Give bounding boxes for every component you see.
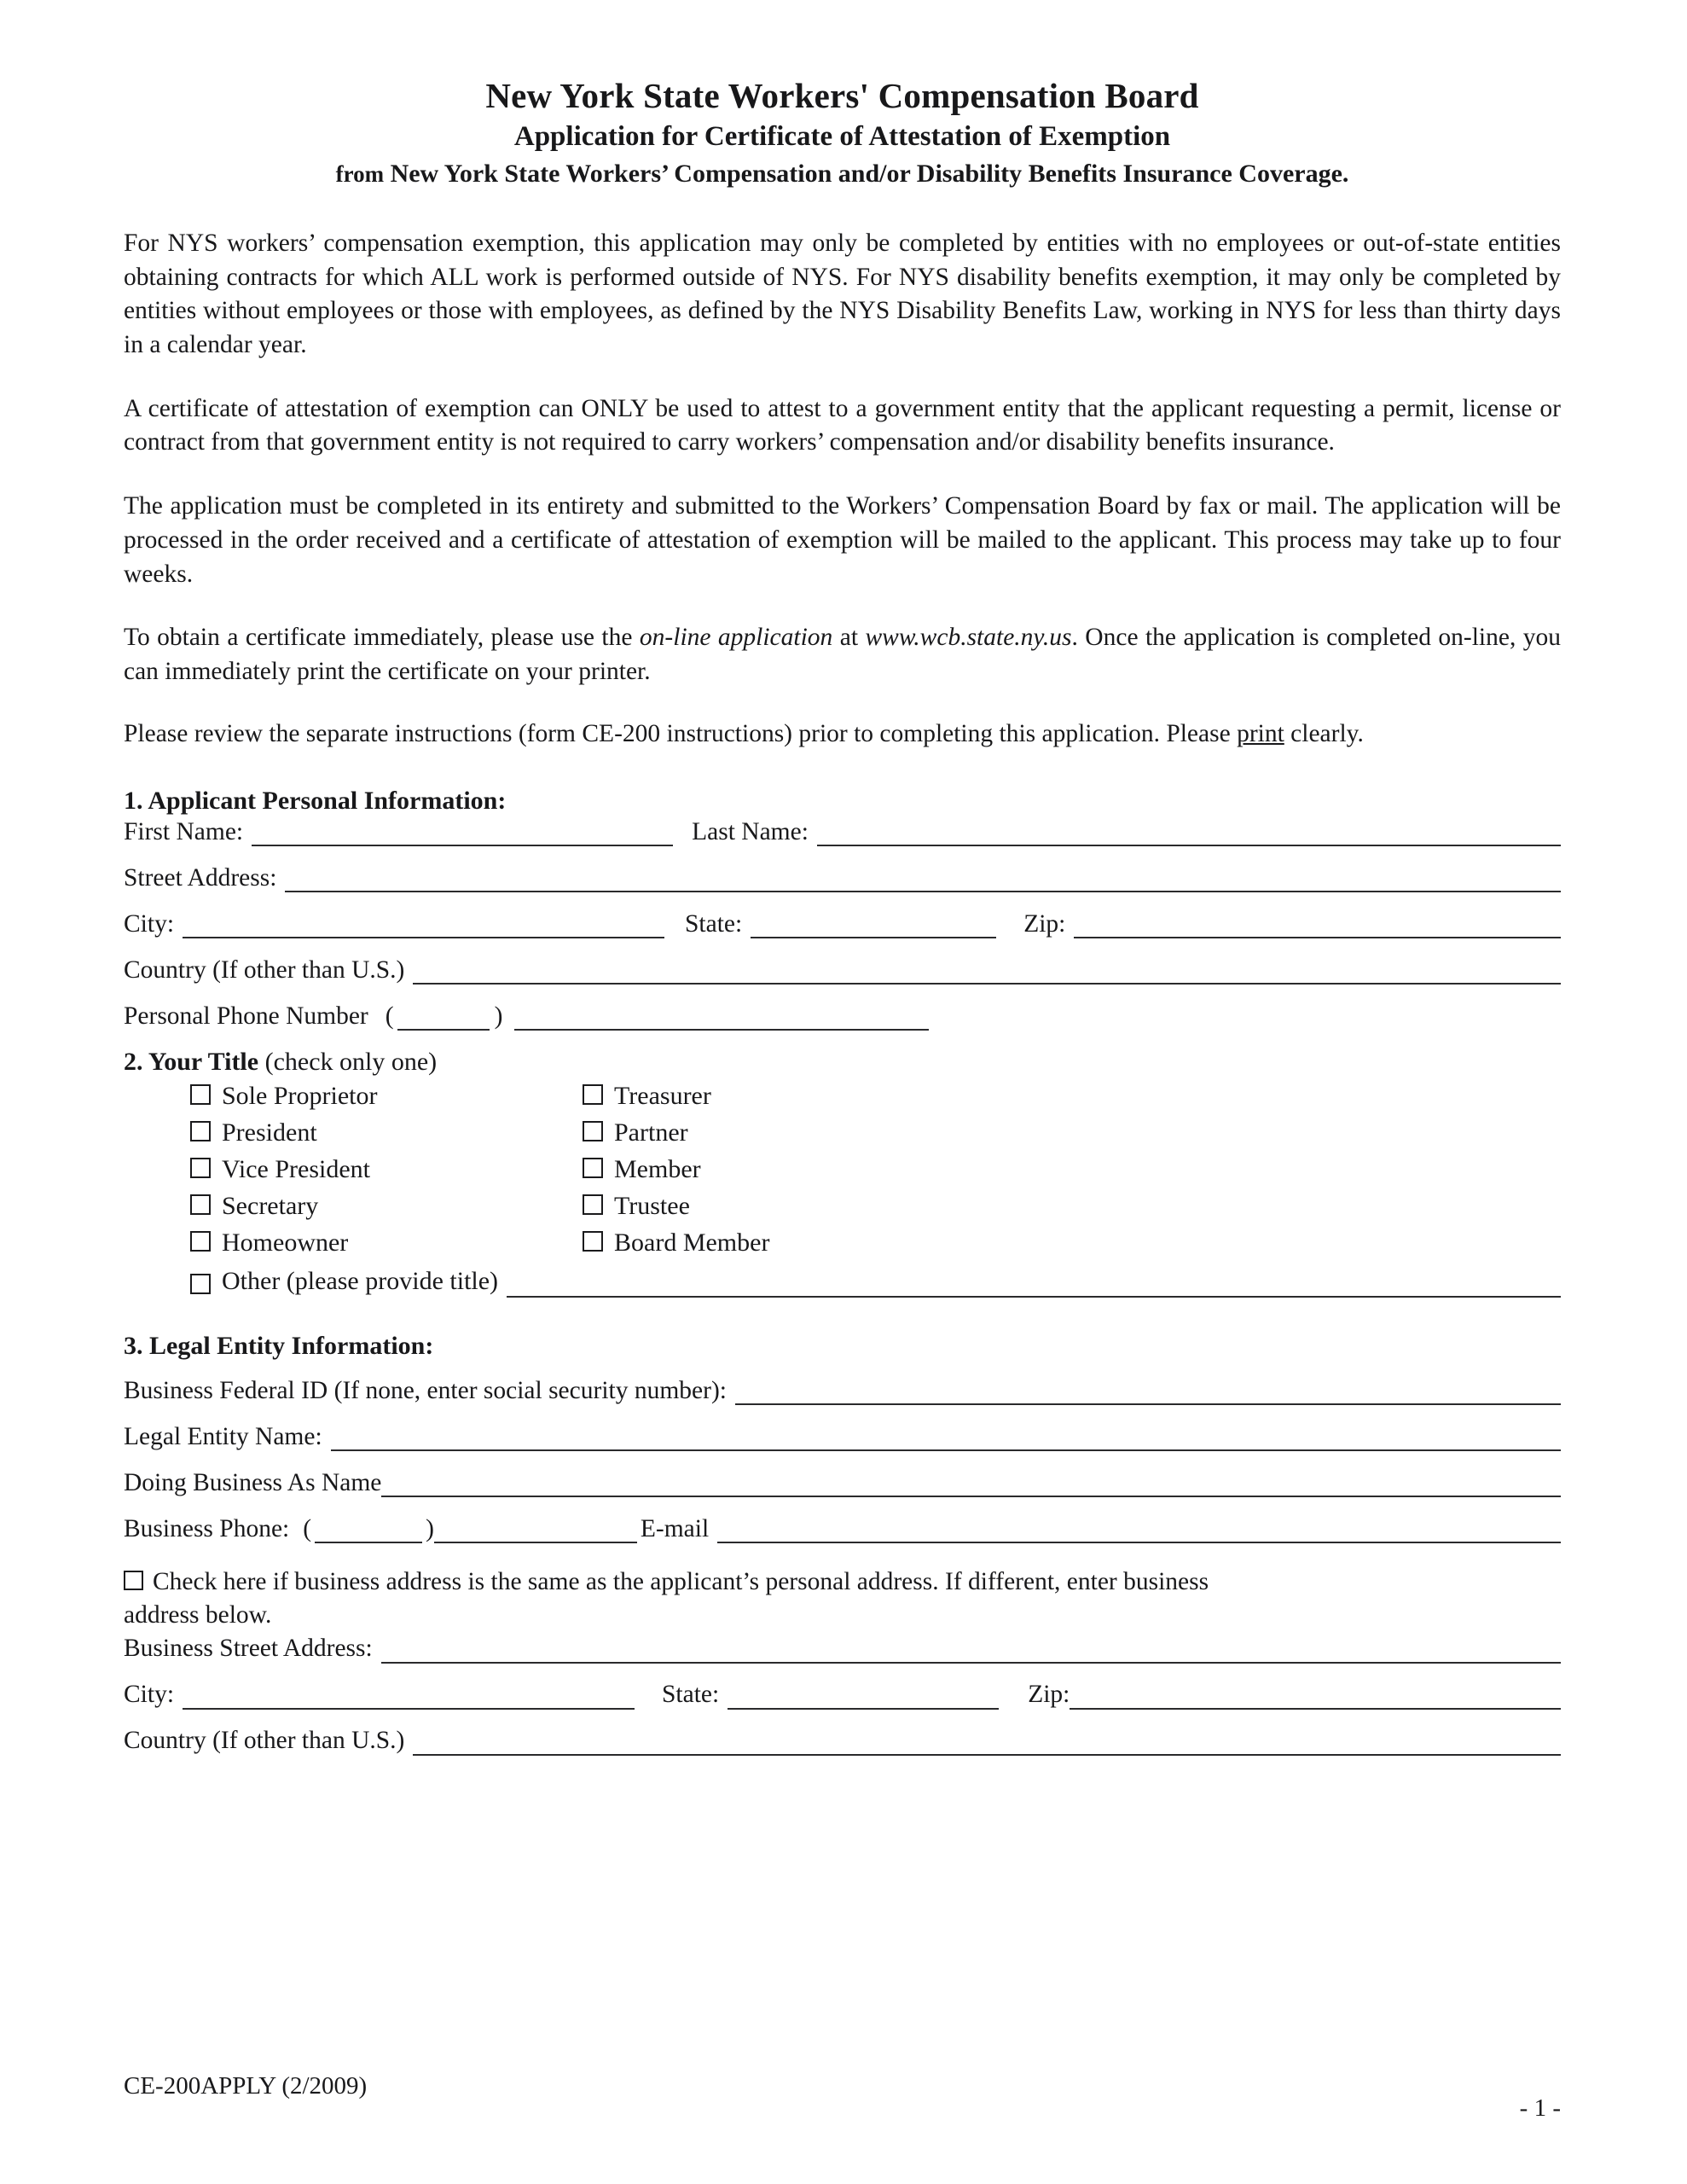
checkbox-label: Treasurer	[614, 1082, 711, 1111]
website-url: www.wcb.state.ny.us	[865, 624, 1072, 652]
business-city-input[interactable]	[183, 1682, 635, 1710]
page-number: - 1 -	[1519, 2094, 1561, 2122]
intro-paragraph-3: The application must be completed in its entirety and submitted to the Workers’ Compensation Board by fax or mail. The application will be processed in the order received and a certificate of attestation of exemption will be mailed to the applicant. This process may take up to four weeks.	[124, 492, 1561, 588]
name-row	[124, 819, 1561, 846]
checkbox-option-trustee[interactable]	[583, 1194, 1060, 1219]
section-2-heading	[124, 1048, 1561, 1077]
checkbox-icon[interactable]	[190, 1194, 211, 1215]
section-1-heading: 1. Applicant Personal Information:	[124, 787, 507, 816]
zip-label: Zip:	[1023, 909, 1066, 938]
business-phone-close-paren: )	[426, 1514, 434, 1542]
last-name-label: Last Name:	[692, 817, 809, 845]
title-checkbox-group	[124, 1083, 1561, 1298]
personal-phone-number-input[interactable]	[514, 1003, 929, 1031]
legal-entity-name-row	[124, 1424, 1561, 1451]
same-address-note	[124, 1565, 1561, 1632]
business-city-state-zip-row	[124, 1682, 1561, 1710]
email-label: E-mail	[640, 1514, 710, 1542]
title-options-right-column	[583, 1083, 1060, 1267]
page-subtitle-secondary	[124, 158, 1561, 190]
checkbox-icon[interactable]	[190, 1274, 211, 1294]
title-options-left-column	[190, 1083, 583, 1267]
zip-input[interactable]	[1074, 911, 1561, 938]
dba-label: Doing Business As Name	[124, 1468, 382, 1496]
state-label: State:	[685, 909, 743, 938]
page-subtitle: Application for Certificate of Attestation of Exemption	[513, 121, 1171, 153]
intro-paragraph-5	[124, 717, 1561, 752]
checkbox-label: Other (please provide title)	[222, 1267, 499, 1296]
checkbox-label: Sole Proprietor	[222, 1082, 378, 1111]
checkbox-label: Partner	[614, 1118, 688, 1147]
print-emphasis: print	[1237, 719, 1284, 747]
last-name-input[interactable]	[817, 819, 1561, 846]
business-zip-label: Zip:	[1028, 1681, 1070, 1709]
instructions-text-after: clearly.	[1284, 719, 1364, 747]
business-phone-label: Business Phone:	[124, 1514, 290, 1542]
section-3-heading: 3. Legal Entity Information:	[124, 1332, 434, 1361]
first-name-input[interactable]	[252, 819, 673, 846]
checkbox-same-business-address-icon[interactable]	[124, 1571, 143, 1590]
business-phone-email-row	[124, 1516, 1561, 1543]
checkbox-option-sole-proprietor[interactable]	[190, 1083, 583, 1109]
business-street-input[interactable]	[381, 1636, 1561, 1664]
personal-phone-label: Personal Phone Number	[124, 1002, 368, 1030]
section-2-heading-note: (check only one)	[258, 1048, 438, 1077]
intro-paragraph-1: For NYS workers’ compensation exemption, this application may only be completed by entities with no employees or out-of-state entities obtaining contracts for which ALL work is performed outside of NYS. For NYS disability benefits exemption, it may only be completed by entities without employees or those with employees, as defined by the NYS Disability Benefits Law, working in NYS for less than thirty days in a calendar year.	[124, 229, 1561, 359]
online-application-emphasis: on-line application	[639, 624, 833, 652]
city-input[interactable]	[183, 911, 664, 938]
city-state-zip-row	[124, 911, 1561, 938]
business-city-label: City:	[124, 1681, 175, 1709]
business-phone-open-paren: (	[303, 1514, 312, 1542]
checkbox-icon[interactable]	[583, 1231, 603, 1252]
document-footer	[124, 2072, 1561, 2122]
intro-section	[124, 227, 1561, 751]
checkbox-option-board-member[interactable]	[583, 1230, 1060, 1256]
business-phone-number-input[interactable]	[434, 1516, 637, 1543]
country-input[interactable]	[413, 957, 1561, 985]
business-street-address-row	[124, 1636, 1561, 1664]
checkbox-option-treasurer[interactable]	[583, 1083, 1060, 1109]
business-country-input[interactable]	[413, 1728, 1561, 1756]
checkbox-icon[interactable]	[190, 1121, 211, 1141]
checkbox-icon[interactable]	[190, 1084, 211, 1105]
checkbox-option-homeowner[interactable]	[190, 1230, 583, 1256]
checkbox-icon[interactable]	[583, 1084, 603, 1105]
business-state-input[interactable]	[728, 1682, 999, 1710]
subtitle-rest: New York State Workers’ Compensation and/or Disability Benefits Insurance Coverage.	[390, 159, 1349, 188]
street-address-label: Street Address:	[124, 863, 277, 892]
legal-entity-name-input[interactable]	[331, 1424, 1561, 1451]
first-name-label: First Name:	[124, 817, 244, 845]
subtitle-lead-word: from	[335, 160, 385, 187]
federal-id-input[interactable]	[735, 1378, 1561, 1405]
checkbox-icon[interactable]	[190, 1158, 211, 1178]
title-checkbox-columns	[124, 1083, 1561, 1267]
checkbox-label: President	[222, 1118, 317, 1147]
phone-open-paren: (	[385, 1002, 394, 1030]
same-address-note-line-2: address below.	[124, 1601, 272, 1629]
intro-paragraph-4	[124, 621, 1561, 688]
country-label: Country (If other than U.S.)	[124, 956, 405, 984]
email-input[interactable]	[717, 1516, 1561, 1543]
phone-close-paren: )	[494, 1002, 503, 1030]
business-phone-areacode-input[interactable]	[315, 1516, 422, 1543]
checkbox-icon[interactable]	[190, 1231, 211, 1252]
checkbox-option-other[interactable]	[190, 1267, 1561, 1298]
checkbox-icon[interactable]	[583, 1121, 603, 1141]
form-id: CE-200APPLY (2/2009)	[124, 2072, 368, 2100]
business-zip-input[interactable]	[1070, 1682, 1561, 1710]
personal-phone-areacode-input[interactable]	[397, 1003, 490, 1031]
online-text-at: at	[832, 624, 866, 652]
checkbox-option-secretary[interactable]	[190, 1194, 583, 1219]
checkbox-icon[interactable]	[583, 1158, 603, 1178]
section-2-heading-bold: 2. Your Title	[124, 1048, 259, 1077]
online-text-after: . Once the application is completed on-line, you can immediately print the certificate on your printer.	[124, 624, 1561, 685]
legal-entity-name-label: Legal Entity Name:	[124, 1422, 322, 1450]
federal-id-row	[124, 1378, 1561, 1405]
checkbox-label: Trustee	[614, 1192, 690, 1221]
checkbox-option-partner[interactable]	[583, 1120, 1060, 1146]
street-address-input[interactable]	[285, 865, 1561, 892]
business-country-row	[124, 1728, 1561, 1756]
street-address-row	[124, 865, 1561, 892]
online-text-before: To obtain a certificate immediately, please use the	[124, 624, 640, 652]
intro-paragraph-2: A certificate of attestation of exemption can ONLY be used to attest to a government entity that the applicant requesting a permit, license or contract from that government entity is not required to carry workers’ compensation and/or disability benefits insurance.	[124, 394, 1561, 456]
business-state-label: State:	[662, 1681, 720, 1709]
checkbox-icon[interactable]	[583, 1194, 603, 1215]
business-street-label: Business Street Address:	[124, 1635, 373, 1663]
business-country-label: Country (If other than U.S.)	[124, 1727, 405, 1755]
checkbox-option-vice-president[interactable]	[190, 1157, 583, 1182]
checkbox-label: Vice President	[222, 1155, 370, 1184]
checkbox-option-president[interactable]	[190, 1120, 583, 1146]
checkbox-label: Board Member	[614, 1228, 770, 1258]
same-address-note-line-1: Check here if business address is the same as the applicant’s personal address. If different, enter business	[153, 1568, 1209, 1596]
instructions-text-before: Please review the separate instructions (form CE-200 instructions) prior to completing this application. Please	[124, 719, 1238, 747]
dba-input[interactable]	[381, 1470, 1561, 1497]
dba-row	[124, 1470, 1561, 1497]
country-row	[124, 957, 1561, 985]
state-input[interactable]	[751, 911, 996, 938]
checkbox-option-member[interactable]	[583, 1157, 1060, 1182]
checkbox-label: Homeowner	[222, 1228, 349, 1258]
city-label: City:	[124, 909, 175, 938]
checkbox-label: Member	[614, 1155, 701, 1184]
document-header	[124, 0, 1561, 189]
other-title-input[interactable]	[507, 1270, 1561, 1298]
personal-phone-row	[124, 1003, 1561, 1031]
page-title: New York State Workers' Compensation Board	[485, 76, 1199, 115]
checkbox-label: Secretary	[222, 1192, 319, 1221]
federal-id-label: Business Federal ID (If none, enter social security number):	[124, 1376, 727, 1404]
